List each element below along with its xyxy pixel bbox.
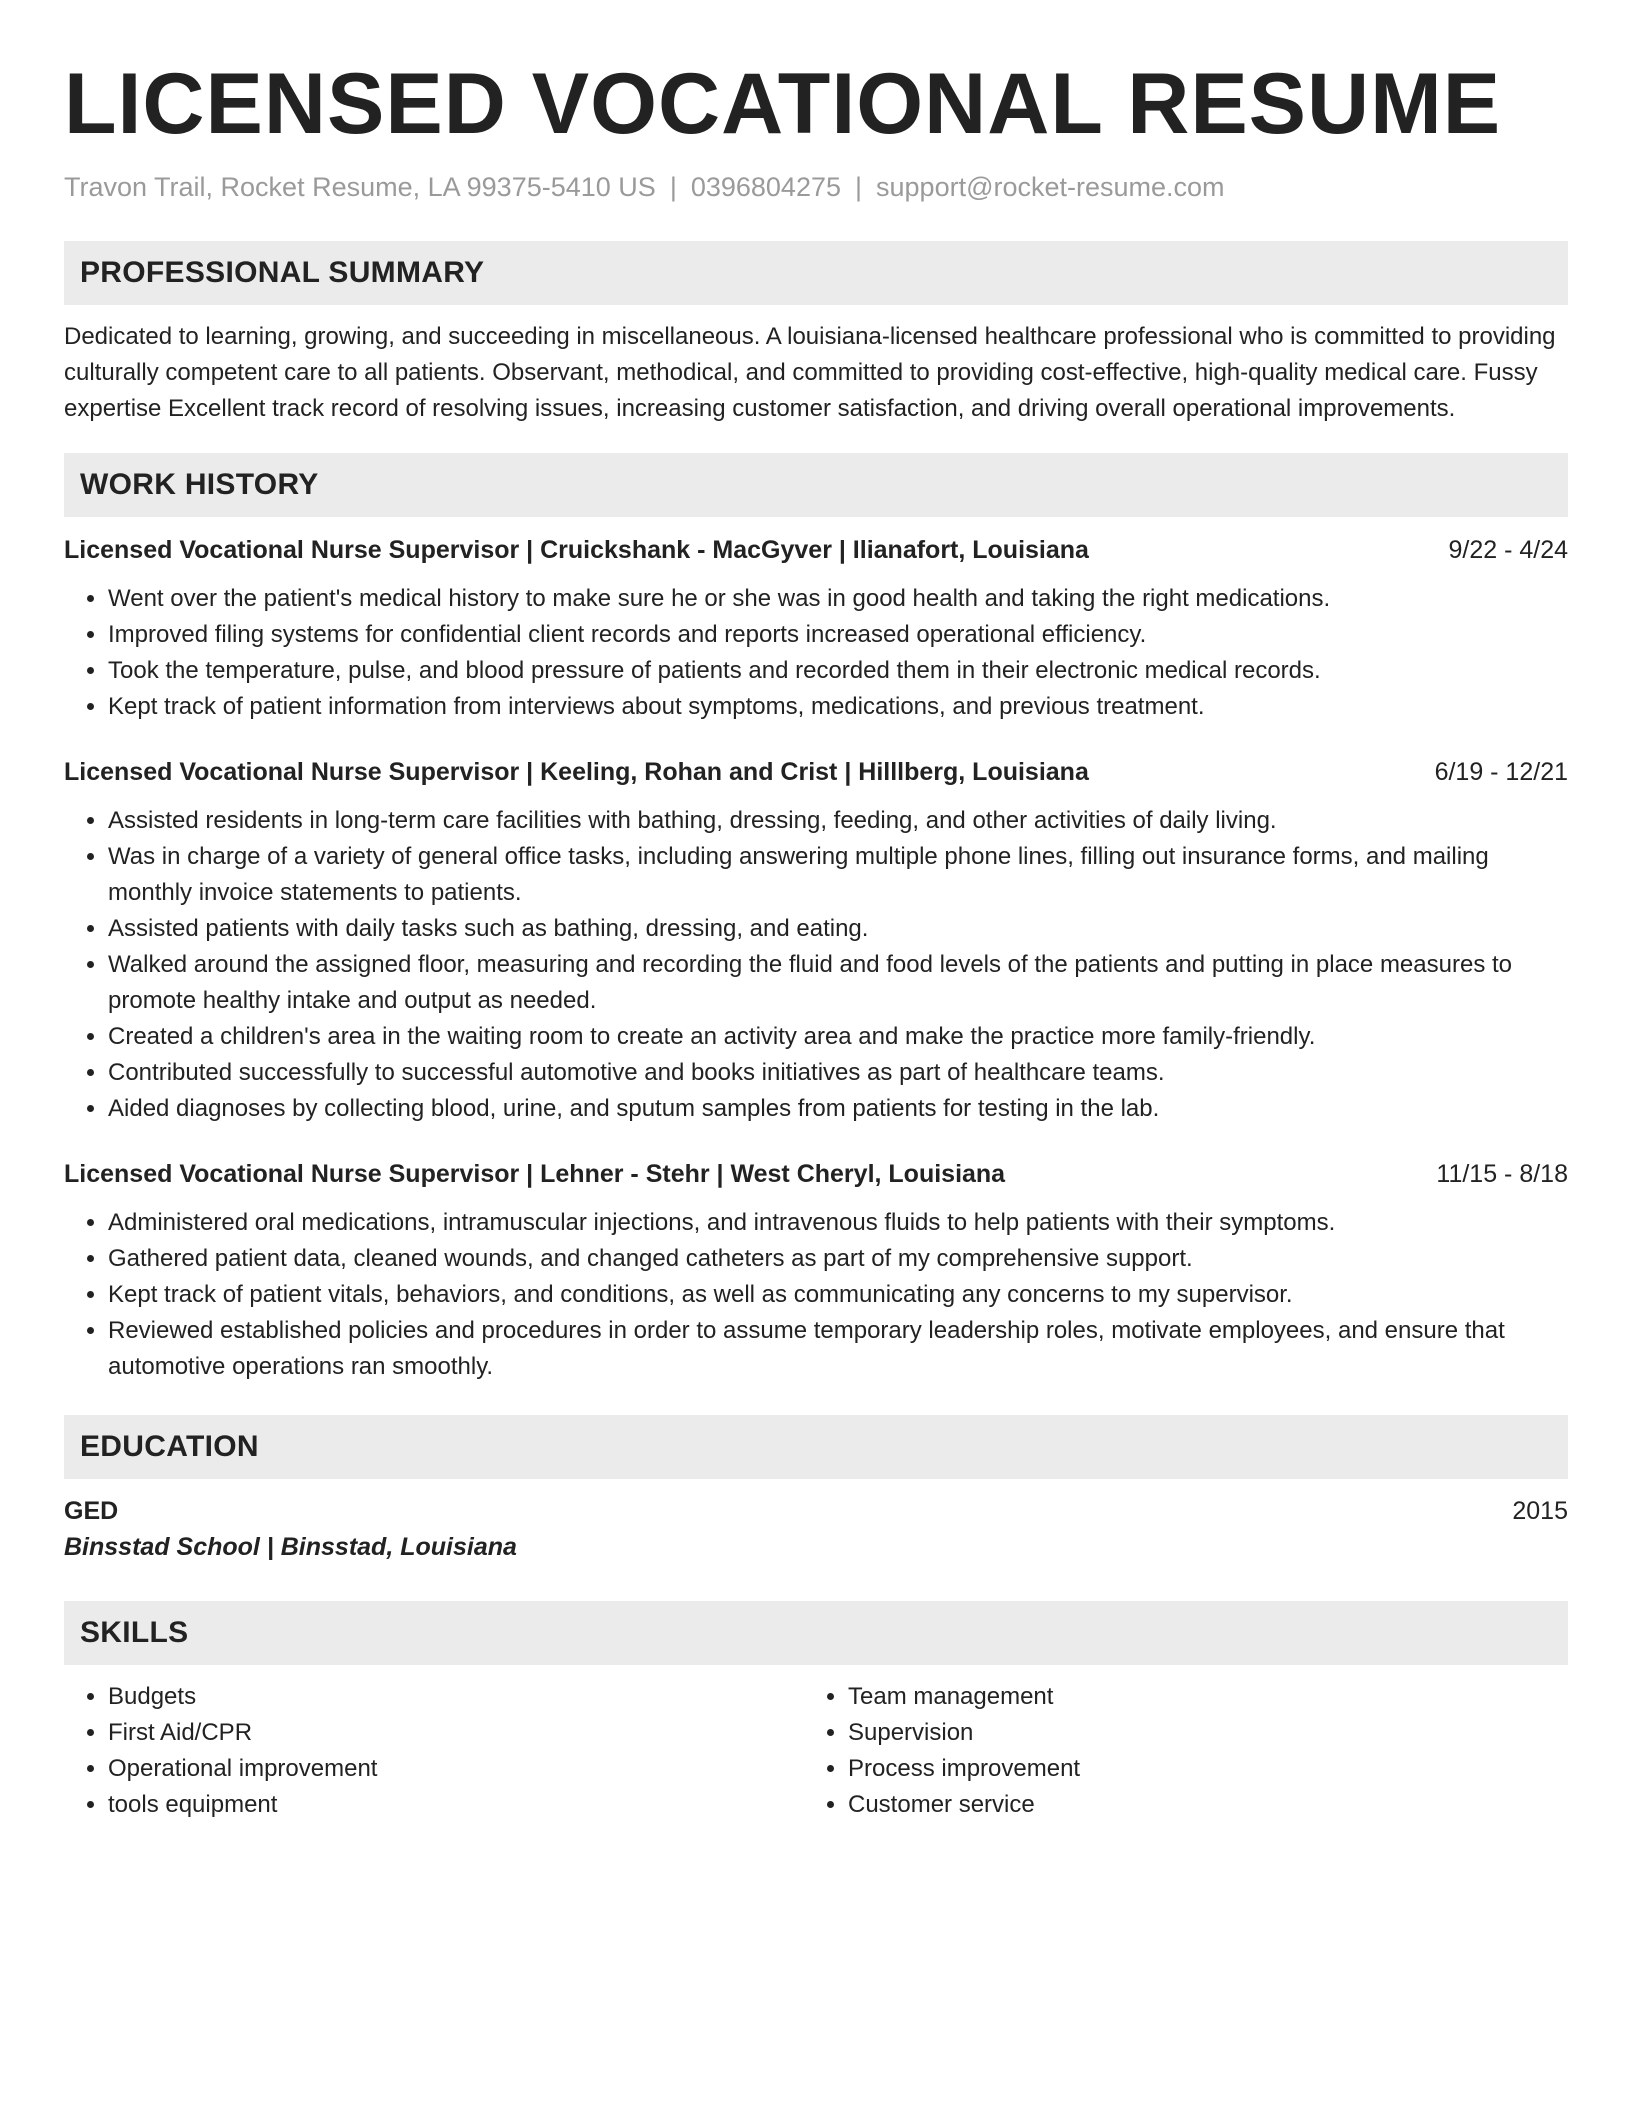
job-entry	[64, 533, 1568, 725]
job-bullet: • Walked around the assigned floor, measuring and recording the fluid and food levels of the patients and putting in place measures to promote healthy intake and output as needed.	[108, 947, 1568, 1019]
skills-column-right	[804, 1679, 1544, 1823]
skills-list	[64, 1679, 1568, 1823]
job-bullet: • Administered oral medications, intramuscular injections, and intravenous fluids to help patients with their symptoms.	[108, 1205, 1568, 1241]
contact-address: Travon Trail, Rocket Resume, LA 99375-5410 US	[64, 172, 656, 202]
job-bullets	[64, 581, 1568, 725]
skill-item: • Supervision	[848, 1715, 1544, 1751]
job-title: Licensed Vocational Nurse Supervisor | Cruickshank - MacGyver | Ilianafort, Louisiana	[64, 536, 1089, 564]
job-bullet: • Assisted patients with daily tasks such as bathing, dressing, and eating.	[108, 911, 1568, 947]
job-header	[64, 755, 1568, 789]
job-bullet: • Took the temperature, pulse, and blood pressure of patients and recorded them in their electronic medical records.	[108, 653, 1568, 689]
education-row	[64, 1493, 1568, 1529]
contact-phone: 0396804275	[690, 172, 841, 202]
skill-item: • Team management	[848, 1679, 1544, 1715]
job-entry	[64, 1157, 1568, 1385]
skill-item: • First Aid/CPR	[108, 1715, 804, 1751]
job-header	[64, 533, 1568, 567]
job-bullet: • Created a children's area in the waiting room to create an activity area and make the practice more family-friendly.	[108, 1019, 1568, 1055]
job-bullet: • Went over the patient's medical history to make sure he or she was in good health and taking the right medications.	[108, 581, 1568, 617]
job-entry	[64, 755, 1568, 1127]
job-header	[64, 1157, 1568, 1191]
skill-item: • Process improvement	[848, 1751, 1544, 1787]
job-bullet: • Kept track of patient information from interviews about symptoms, medications, and previous treatment.	[108, 689, 1568, 725]
education-degree: GED	[64, 1497, 119, 1525]
job-bullet: • Contributed successfully to successful automotive and books initiatives as part of healthcare teams.	[108, 1055, 1568, 1091]
job-bullets	[64, 803, 1568, 1127]
job-bullet: • Was in charge of a variety of general office tasks, including answering multiple phone lines, filling out insurance forms, and mailing monthly invoice statements to patients.	[108, 839, 1568, 911]
job-bullet: • Aided diagnoses by collecting blood, urine, and sputum samples from patients for testing in the lab.	[108, 1091, 1568, 1127]
job-bullet: • Gathered patient data, cleaned wounds, and changed catheters as part of my comprehensive support.	[108, 1241, 1568, 1277]
contact-line	[64, 170, 1568, 204]
contact-separator: |	[669, 172, 677, 202]
skills-column-left	[64, 1679, 804, 1823]
summary-text: Dedicated to learning, growing, and succeeding in miscellaneous. A louisiana-licensed healthcare professional who is committed to providing culturally competent care to all patients. Observant, methodical, and committed to providing cost-effective, high-quality medical care. Fussy expertise Excellent track record of resolving issues, increasing customer satisfaction, and driving overall operational improvements.	[64, 323, 1556, 422]
job-bullet: • Kept track of patient vitals, behaviors, and conditions, as well as communicating any concerns to my supervisor.	[108, 1277, 1568, 1313]
section-heading-education: EDUCATION	[64, 1415, 1568, 1479]
job-bullet: • Improved filing systems for confidential client records and reports increased operational efficiency.	[108, 617, 1568, 653]
job-dates: 6/19 - 12/21	[1434, 758, 1568, 786]
skill-item: • Budgets	[108, 1679, 804, 1715]
resume-name: LICENSED VOCATIONAL RESUME	[64, 56, 1502, 152]
skill-item: • tools equipment	[108, 1787, 804, 1823]
section-heading-work: WORK HISTORY	[64, 453, 1568, 517]
education-year: 2015	[1512, 1497, 1568, 1525]
section-heading-skills: SKILLS	[64, 1601, 1568, 1665]
job-bullet: • Reviewed established policies and procedures in order to assume temporary leadership roles, motivate employees, and ensure that automotive operations ran smoothly.	[108, 1313, 1568, 1385]
skill-item: • Customer service	[848, 1787, 1544, 1823]
contact-email: support@rocket-resume.com	[876, 172, 1225, 202]
contact-separator: |	[855, 172, 863, 202]
job-bullet: • Assisted residents in long-term care facilities with bathing, dressing, feeding, and other activities of daily living.	[108, 803, 1568, 839]
skill-item: • Operational improvement	[108, 1751, 804, 1787]
job-dates: 11/15 - 8/18	[1436, 1160, 1568, 1188]
job-dates: 9/22 - 4/24	[1448, 536, 1568, 564]
job-bullets	[64, 1205, 1568, 1385]
job-title: Licensed Vocational Nurse Supervisor | Lehner - Stehr | West Cheryl, Louisiana	[64, 1160, 1006, 1188]
section-heading-summary: PROFESSIONAL SUMMARY	[64, 241, 1568, 305]
job-title: Licensed Vocational Nurse Supervisor | Keeling, Rohan and Crist | Hilllberg, Louisiana	[64, 758, 1089, 786]
education-school: Binsstad School | Binsstad, Louisiana	[64, 1533, 517, 1561]
